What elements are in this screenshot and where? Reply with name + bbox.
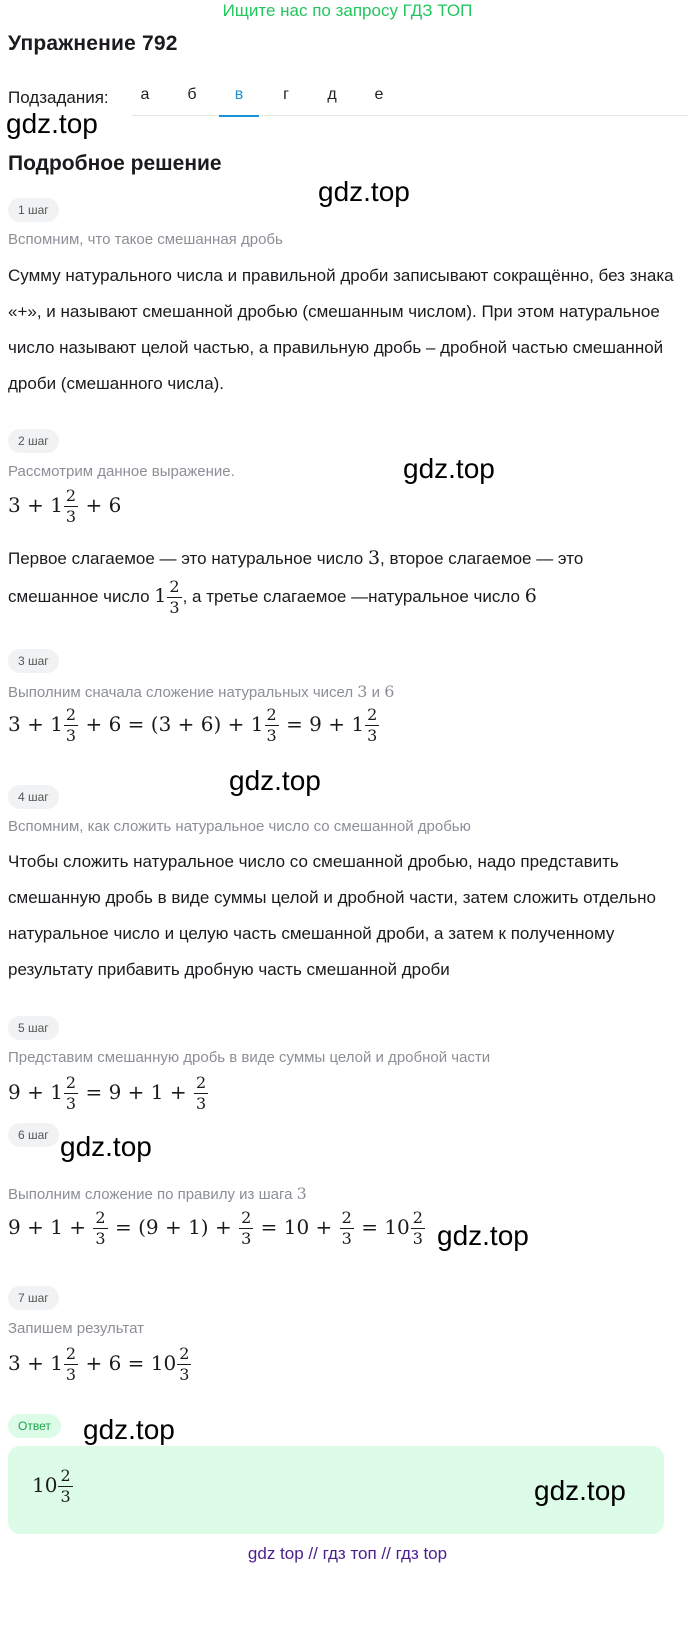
numerator: 2: [60, 1466, 71, 1485]
step-badge: 7 шаг: [8, 1286, 59, 1310]
inline-number: 3: [296, 1184, 307, 1203]
fraction: [177, 1346, 191, 1383]
solution-title: Подробное решение: [8, 152, 222, 175]
denominator: 3: [65, 1365, 77, 1384]
inline-mixed-number: [154, 576, 182, 617]
math-part: + 6 = (3 + 6) + 1: [85, 712, 264, 736]
expression: [8, 1210, 426, 1247]
fraction: [64, 707, 78, 744]
step-hint: [8, 1184, 307, 1203]
expression: [8, 1075, 209, 1112]
step-text: Чтобы сложить натуральное число со смешанной дробью, надо представить смешанную дробь в виде суммы целой и дробной части, затем сложить отдельно натуральное число и целую часть смешанной дроби, а затем к полученному результату прибавить дробную часть смешанной дроби: [8, 852, 656, 979]
fraction: [365, 707, 379, 744]
watermark: gdz.top: [83, 1414, 175, 1445]
inline-number: 3: [357, 682, 368, 701]
numerator: 2: [179, 1344, 190, 1363]
step-badge: 5 шаг: [8, 1016, 59, 1040]
inline-number: 3: [367, 547, 381, 569]
text-part: , второе слагаемое — это: [380, 549, 584, 568]
watermark: gdz.top: [6, 108, 98, 139]
denominator: 3: [179, 1365, 190, 1384]
text-part: Первое слагаемое — это натуральное число: [8, 549, 368, 568]
step-badge: 2 шаг: [8, 429, 59, 453]
tab-e[interactable]: е: [374, 86, 384, 103]
denominator: 3: [65, 726, 77, 745]
step-hint: Вспомним, как сложить натуральное число со смешанной дробью: [8, 818, 471, 835]
math-part: = (9 + 1) +: [114, 1215, 232, 1239]
numerator: 2: [195, 1073, 207, 1092]
fraction: [411, 1210, 425, 1247]
tab-b[interactable]: б: [187, 86, 197, 103]
tab-v[interactable]: в: [219, 86, 259, 116]
subtasks-divider: [132, 115, 688, 116]
denominator: 3: [95, 1229, 106, 1248]
denominator: 3: [195, 1094, 207, 1113]
numerator: 2: [367, 705, 378, 724]
answer-int: 10: [32, 1473, 58, 1497]
text-part: смешанное число: [8, 587, 155, 606]
numerator: 2: [241, 1208, 252, 1227]
denominator: 3: [60, 1487, 71, 1506]
inline-number: 6: [524, 585, 537, 607]
watermark: gdz.top: [437, 1220, 529, 1251]
answer-value: [32, 1468, 74, 1505]
footer-links[interactable]: gdz top // гдз топ // гдз top: [247, 1544, 448, 1563]
fraction: [340, 1210, 354, 1247]
step-badge: 3 шаг: [8, 649, 59, 673]
tab-a[interactable]: а: [140, 86, 150, 103]
watermark: gdz.top: [318, 176, 410, 207]
tab-d[interactable]: д: [327, 86, 337, 103]
fraction: [265, 707, 279, 744]
math-part: 9 + 1: [8, 1080, 63, 1104]
subtasks-label: Подзадания:: [8, 88, 109, 107]
denominator: 3: [65, 507, 77, 526]
fraction: [93, 1210, 107, 1247]
expression: [8, 1346, 192, 1383]
math-part: 9 + 1 +: [8, 1215, 87, 1239]
fraction: [167, 576, 181, 617]
inline-number: 6: [384, 682, 395, 701]
watermark: gdz.top: [229, 765, 321, 796]
denominator: 3: [412, 1229, 423, 1248]
math-part: = 9 + 1 +: [85, 1080, 187, 1104]
text-part: , а третье слагаемое —натуральное число: [182, 587, 525, 606]
math-part: 3 + 1: [8, 1351, 63, 1375]
numerator: 2: [95, 1208, 106, 1227]
step-badge: 6 шаг: [8, 1123, 59, 1147]
fraction: [239, 1210, 253, 1247]
math-part: = 10: [361, 1215, 410, 1239]
denominator: 3: [367, 726, 378, 745]
promo-banner[interactable]: Ищите нас по запросу ГДЗ ТОП: [222, 1, 473, 20]
subtasks-bar: [8, 84, 688, 116]
mixed-int: 1: [154, 585, 167, 607]
step-badge: 4 шаг: [8, 785, 59, 809]
watermark: gdz.top: [534, 1475, 626, 1506]
fraction: [64, 488, 78, 525]
expression: [8, 488, 121, 525]
page-title: Упражнение 792: [8, 32, 178, 55]
step-hint: Запишем результат: [8, 1320, 144, 1337]
numerator: 2: [412, 1208, 423, 1227]
fraction: [64, 1346, 78, 1383]
tab-g[interactable]: г: [283, 86, 289, 103]
step-hint: Рассмотрим данное выражение.: [8, 463, 235, 480]
numerator: 2: [169, 576, 180, 596]
step-text: Сумму натурального числа и правильной дроби записывают сокращённо, без знака «+», и называют смешанной дробью (смешанным числом). При этом натуральное число называют целой частью, а правильную дробь – дробной частью смешанной дроби (смешанного числа).: [8, 266, 674, 393]
watermark: gdz.top: [403, 453, 495, 484]
step-hint: [8, 682, 394, 701]
numerator: 2: [65, 486, 77, 505]
denominator: 3: [341, 1229, 352, 1248]
fraction: [64, 1075, 78, 1112]
numerator: 2: [65, 1073, 77, 1092]
step-hint: Вспомним, что такое смешанная дробь: [8, 231, 283, 248]
math-part: + 6 = 10: [85, 1351, 177, 1375]
numerator: 2: [266, 705, 277, 724]
numerator: 2: [65, 705, 77, 724]
fraction: [194, 1075, 208, 1112]
step-hint: Представим смешанную дробь в виде суммы целой и дробной части: [8, 1049, 491, 1066]
hint-part: Выполним сложение по правилу из шага: [8, 1186, 297, 1203]
denominator: 3: [169, 597, 180, 617]
fraction: [58, 1468, 72, 1505]
hint-part: и: [367, 684, 385, 701]
hint-part: Выполним сначала сложение натуральных чисел: [8, 684, 358, 701]
math-part: = 9 + 1: [286, 712, 365, 736]
answer-badge: Ответ: [8, 1414, 61, 1438]
denominator: 3: [241, 1229, 252, 1248]
math-part: 3 + 1: [8, 493, 63, 517]
denominator: 3: [266, 726, 277, 745]
step-text: [8, 540, 678, 577]
math-part: = 10 +: [260, 1215, 333, 1239]
math-part: 3 + 1: [8, 712, 63, 736]
numerator: 2: [341, 1208, 352, 1227]
expression: [8, 707, 380, 744]
step-badge: 1 шаг: [8, 198, 59, 222]
watermark: gdz.top: [60, 1131, 152, 1162]
math-part: + 6: [85, 493, 122, 517]
denominator: 3: [65, 1094, 77, 1113]
numerator: 2: [65, 1344, 77, 1363]
step-text: [8, 578, 678, 616]
